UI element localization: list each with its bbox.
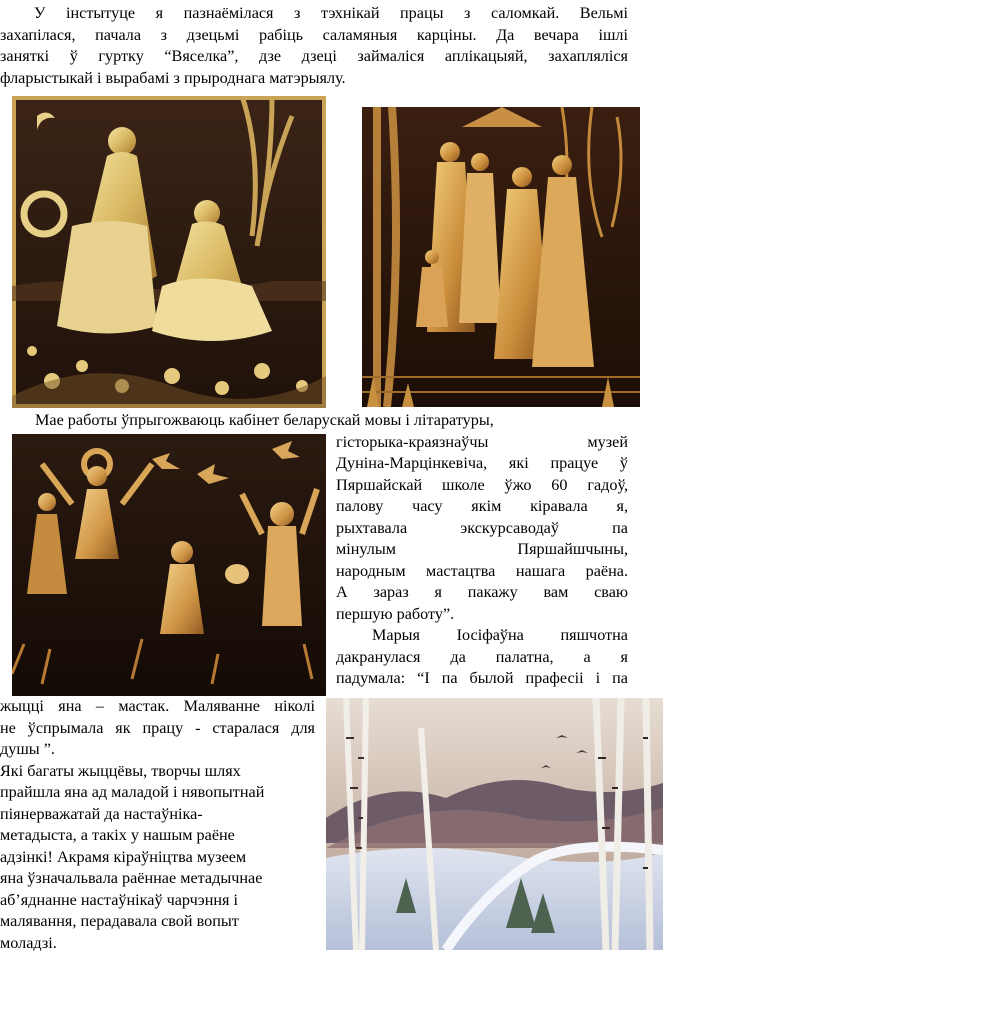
straw-picture-girls: [12, 96, 326, 408]
middle-line: першую работу”.: [336, 604, 455, 623]
intro-line: фларыстыкай і вырабамі з прыроднага матэрыялу.: [0, 68, 346, 87]
middle-line: рыхтавала экскурсаводаў па: [336, 518, 628, 537]
middle-line: дакранулася да палатна, а я: [336, 647, 628, 666]
bottom-line: піянерважатай да настаўніка-: [0, 804, 203, 823]
bottom-line: аб’яднанне настаўнікаў чарчэння і: [0, 890, 239, 909]
bottom-line: жыцці яна – мастак. Маляванне ніколі: [0, 697, 315, 715]
middle-line: палову часу якім кіравала я,: [336, 497, 628, 515]
straw-picture-village: [362, 107, 640, 407]
straw-picture-children: [12, 434, 326, 696]
middle-line: народным мастацтва нашага раёна.: [336, 561, 628, 580]
middle-line-wide: Мае работы ўпрыгожваюць кабінет беларускай мовы і літаратуры,: [35, 411, 494, 429]
bottom-line: метадыста, а такіх у нашым раёне: [0, 826, 235, 844]
middle-line: Пяршайскай школе ўжо 60 гадоў,: [336, 475, 628, 494]
middle-line: гісторыка-краязнаўчы музей: [336, 432, 628, 451]
bottom-line: Які багаты жыццёвы, творчы шлях: [0, 761, 241, 780]
middle-line: Марыя Іосіфаўна пяшчотна: [372, 626, 628, 644]
middle-line: падумала: “І па былой прафесіі і па: [336, 669, 628, 687]
intro-paragraph: [0, 3, 628, 89]
intro-line: заняткі ў гуртку “Вяселка”, дзе дзеці займаліся аплікацыяй, захапляліся: [0, 47, 628, 65]
bottom-line: прайшла яна ад маладой і нявопытнай: [0, 783, 265, 801]
intro-line: захапілася, пачала з дзецьмі рабіць саламяныя карціны. Да вечара ішлі: [0, 25, 628, 44]
middle-line: Дуніна-Марцінкевіча, які працуе ў: [336, 454, 628, 472]
bottom-line: душы ”.: [0, 740, 55, 758]
middle-line: А зараз я пакажу вам сваю: [336, 583, 628, 601]
bottom-line: не ўспрымала як працу - старалася для: [0, 718, 315, 737]
bottom-line: яна ўзначальвала раённае метадычнае: [0, 869, 263, 887]
middle-paragraph: [35, 410, 628, 690]
bottom-line: моладзі.: [0, 933, 57, 952]
bottom-line: малявання, перадавала свой вопыт: [0, 912, 239, 930]
middle-line: мінулым Пяршайшчыны,: [336, 540, 628, 558]
winter-landscape-painting: [326, 698, 663, 950]
bottom-line: адзінкі! Акрамя кіраўніцтва музеем: [0, 847, 247, 866]
intro-line: У інстытуце я пазнаёмілася з тэхнікай працы з саломкай. Вельмі: [34, 4, 628, 22]
bottom-paragraph: [0, 696, 315, 954]
